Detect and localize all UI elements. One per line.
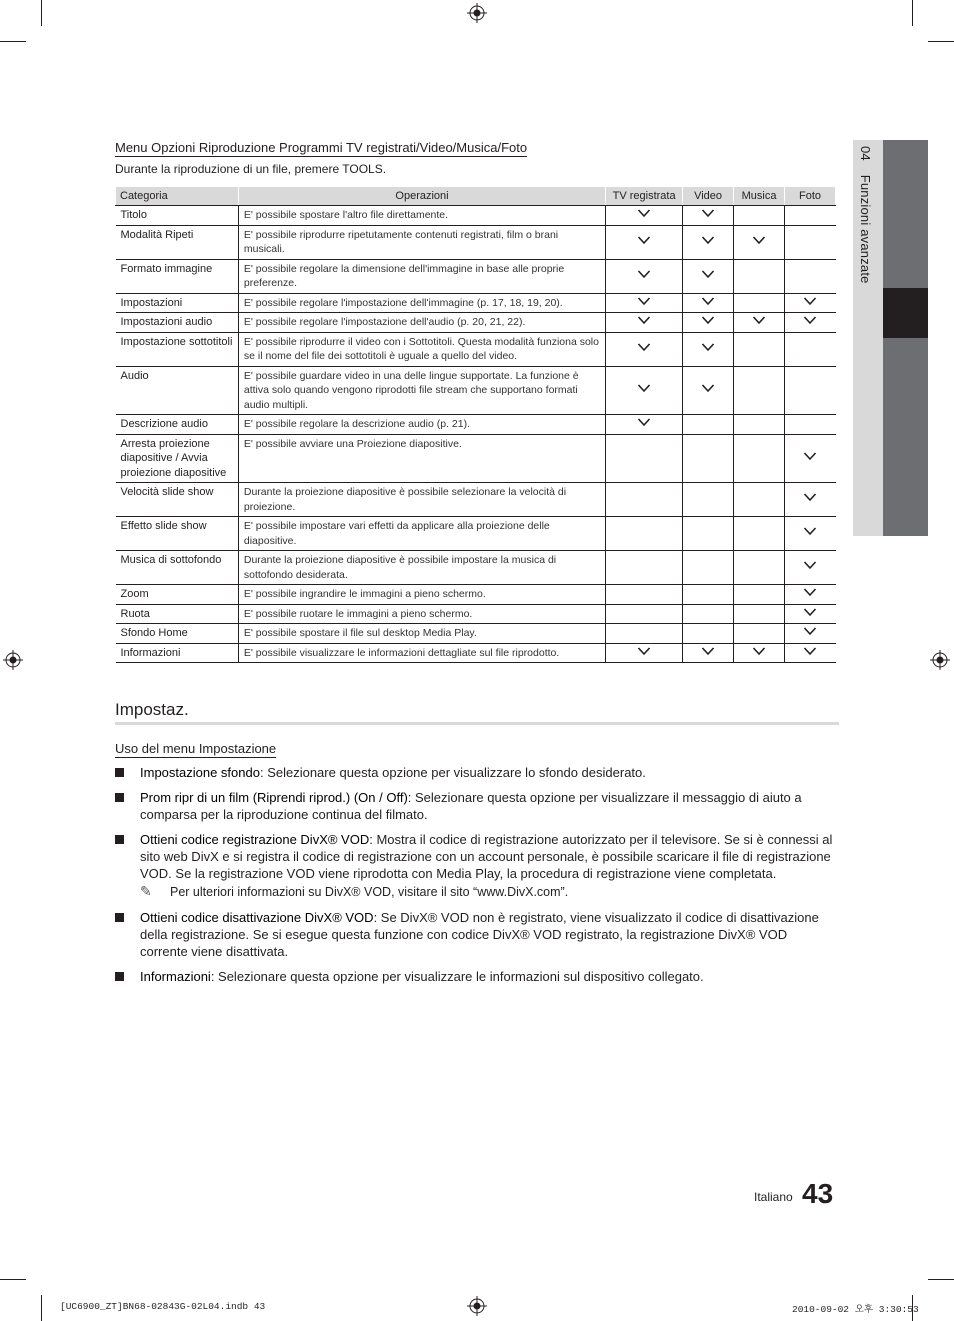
cell-category: Sfondo Home [116,624,239,644]
registration-mark-icon [930,650,950,670]
registration-mark-icon [467,3,487,23]
cell-check [785,332,836,366]
cell-check [683,624,734,644]
intro-text-body: Durante la riproduzione di un file, premere [115,162,343,176]
checkmark-icon [701,236,715,248]
cell-operation: E' possibile riprodurre il video con i Sottotitoli. Questa modalità funziona solo se il nome del file dei sottotitoli è uguale a quello del video. [238,332,605,366]
checkmark-icon [752,316,766,328]
table-row [116,434,836,483]
cell-check [606,643,683,663]
cell-check [734,259,785,293]
checkmark-icon [701,384,715,396]
cell-check [683,313,734,333]
cell-check [606,517,683,551]
cell-check [683,517,734,551]
cell-check [683,643,734,663]
cell-category: Informazioni [116,643,239,663]
chapter-title: Funzioni avanzate [858,174,873,284]
table-row [116,517,836,551]
page-number: 43 [802,1178,834,1209]
cell-check [683,415,734,435]
checkmark-icon [637,343,651,355]
header-video: Video [683,187,734,206]
print-slug-file: [UC6900_ZT]BN68-02843G-02L04.indb 43 [60,1301,266,1312]
cell-check [734,206,785,226]
table-row [116,332,836,366]
cell-check [785,604,836,624]
cell-operation: E' possibile ingrandire le immagini a pieno schermo. [238,585,605,605]
list-item [115,789,835,823]
cell-category: Zoom [116,585,239,605]
checkmark-icon [803,527,817,539]
cell-operation: E' possibile spostare il file sul desktop Media Play. [238,624,605,644]
cell-check [683,604,734,624]
cell-operation: E' possibile spostare l'altro file direttamente. [238,206,605,226]
bullet-square-icon [115,835,124,844]
cell-check [785,434,836,483]
cell-check [734,434,785,483]
cell-check [606,551,683,585]
cell-check [606,206,683,226]
cell-check [734,313,785,333]
cell-operation: E' possibile guardare video in una delle lingue supportate. La funzione è attiva solo quando vengono riprodotti file stream che supportano formati audio multipli. [238,366,605,415]
checkmark-icon [701,316,715,328]
bullet-square-icon [115,768,124,777]
cell-check [683,293,734,313]
cell-category: Arresta proiezione diapositive / Avvia proiezione diapositive [116,434,239,483]
cell-check [785,517,836,551]
table-row [116,624,836,644]
list-item [115,831,835,901]
cell-operation: E' possibile avviare una Proiezione diapositive. [238,434,605,483]
checkmark-icon [803,647,817,659]
cell-category: Impostazione sottotitoli [116,332,239,366]
checkmark-icon [803,561,817,573]
item-term: Prom ripr di un film (Riprendi riprod.) (On / Off) [140,790,408,805]
cell-check [734,332,785,366]
checkmark-icon [637,209,651,221]
checkmark-icon [637,384,651,396]
item-text: : Se DivX® VOD non è registrato, viene visualizzato il codice di disattivazione della registrazione. Se si esegue questa funzione con codice DivX® VOD registrato, la registrazione DivX® VOD corrente viene disattivata. [140,910,819,959]
item-term: Impostazione sfondo [140,765,260,780]
cell-check [734,483,785,517]
print-slug-date: 2010-09-02 오후 3:30:53 [792,1304,919,1315]
cell-operation: Durante la proiezione diapositive è possibile impostare la musica di sottofondo desiderata. [238,551,605,585]
impostaz-title: Impostaz. [115,700,189,719]
cell-operation: E' possibile visualizzare le informazioni dettagliate sul file riprodotto. [238,643,605,663]
crop-mark [928,41,954,42]
title-rule [115,722,839,725]
side-tab-band [883,338,928,536]
header-categoria: Categoria [116,187,239,206]
intro-text-end: . [382,162,387,176]
checkmark-icon [637,236,651,248]
checkmark-icon [637,647,651,659]
checkmark-icon [752,236,766,248]
cell-check [734,551,785,585]
table-row [116,366,836,415]
cell-check [734,517,785,551]
table-row [116,551,836,585]
checkmark-icon [803,452,817,464]
side-tab-band [883,140,928,288]
cell-check [606,313,683,333]
footer-language: Italiano [754,1190,793,1204]
item-term: Ottieni codice registrazione DivX® VOD [140,832,370,847]
checkmark-icon [803,297,817,309]
table-row [116,604,836,624]
cell-check [785,551,836,585]
cell-check [606,225,683,259]
cell-check [606,434,683,483]
crop-mark [912,0,913,26]
impostaz-subtitle: Uso del menu Impostazione [115,741,277,756]
cell-check [683,332,734,366]
cell-category: Descrizione audio [116,415,239,435]
cell-operation: E' possibile riprodurre ripetutamente contenuti registrati, film o brani musicali. [238,225,605,259]
cell-check [785,483,836,517]
cell-check [606,293,683,313]
cell-category: Velocità slide show [116,483,239,517]
checkmark-icon [637,297,651,309]
cell-check [785,225,836,259]
checkmark-icon [752,647,766,659]
cell-category: Musica di sottofondo [116,551,239,585]
cell-check [683,206,734,226]
cell-category: Impostazioni [116,293,239,313]
cell-check [606,366,683,415]
checkmark-icon [803,627,817,639]
checkmark-icon [701,297,715,309]
cell-check [606,585,683,605]
crop-mark [0,1279,26,1280]
cell-check [785,293,836,313]
side-tab-marker [883,288,928,338]
checkmark-icon [803,316,817,328]
checkmark-icon [803,608,817,620]
cell-operation: Durante la proiezione diapositive è possibile selezionare la velocità di proiezione. [238,483,605,517]
cell-operation: E' possibile regolare l'impostazione dell'immagine (p. 17, 18, 19, 20). [238,293,605,313]
checkmark-icon [701,270,715,282]
cell-category: Titolo [116,206,239,226]
item-term: Ottieni codice disattivazione DivX® VOD [140,910,374,925]
cell-operation: E' possibile ruotare le immagini a pieno schermo. [238,604,605,624]
header-musica: Musica [734,187,785,206]
table-row [116,293,836,313]
table-row [116,643,836,663]
cell-operation: E' possibile impostare vari effetti da applicare alla proiezione delle diapositive. [238,517,605,551]
checkmark-icon [637,270,651,282]
cell-check [683,225,734,259]
cell-check [785,624,836,644]
cell-check [785,366,836,415]
note-text: Per ulteriori informazioni su DivX® VOD, visitare il sito “www.DivX.com”. [170,885,569,899]
cell-check [734,415,785,435]
side-tab-label [858,146,873,284]
table-row [116,313,836,333]
bullet-square-icon [115,913,124,922]
cell-check [734,604,785,624]
table-body [116,206,836,663]
cell-check [785,313,836,333]
cell-operation: E' possibile regolare la descrizione audio (p. 21). [238,415,605,435]
cell-check [683,585,734,605]
cell-check [683,366,734,415]
list-item [115,909,835,960]
cell-category: Audio [116,366,239,415]
crop-mark [0,41,26,42]
table-row [116,415,836,435]
cell-check [734,624,785,644]
cell-check [683,551,734,585]
cell-category: Effetto slide show [116,517,239,551]
table-header-row [116,187,836,206]
table-row [116,585,836,605]
section-title: Menu Opzioni Riproduzione Programmi TV registrati/Video/Musica/Foto [115,140,528,155]
bullet-square-icon [115,793,124,802]
checkmark-icon [701,343,715,355]
item-text: : Mostra il codice di registrazione autorizzato per il televisore. Se si è connessi al sito web DivX e si registra il codice di registrazione con un account personale, è possibile scaricare il file di registrazione VOD. Se la registrazione VOD viene riprodotta con Media Play, la procedura di registrazione viene completata. [140,832,833,881]
item-text: : Selezionare questa opzione per visualizzare il messaggio di aiuto a comparsa per la riproduzione continua del filmato. [140,790,802,822]
cell-check [785,206,836,226]
checkmark-icon [637,316,651,328]
cell-check [785,585,836,605]
intro-text [115,162,386,176]
cell-check [734,225,785,259]
chapter-number: 04 [858,146,873,161]
registration-mark-icon [467,1296,487,1316]
note [140,884,835,901]
cell-check [785,643,836,663]
cell-category: Impostazioni audio [116,313,239,333]
item-text: : Selezionare questa opzione per visualizzare le informazioni sul dispositivo collegato. [210,969,704,984]
header-operazioni: Operazioni [238,187,605,206]
table-row [116,483,836,517]
checkmark-icon [701,209,715,221]
cell-check [683,259,734,293]
checkmark-icon [701,647,715,659]
bullet-square-icon [115,972,124,981]
cell-check [606,332,683,366]
cell-check [683,434,734,483]
crop-mark [41,1295,42,1321]
item-text: : Selezionare questa opzione per visualizzare lo sfondo desiderato. [259,765,646,780]
checkmark-icon [803,493,817,505]
note-pencil-icon: ✎ [140,883,152,899]
list-item [115,764,835,781]
cell-check [606,259,683,293]
cell-operation: E' possibile regolare la dimensione dell'immagine in base alle proprie preferenze. [238,259,605,293]
table-row [116,225,836,259]
cell-check [734,293,785,313]
list-item [115,968,835,985]
cell-category: Formato immagine [116,259,239,293]
crop-mark [41,0,42,26]
cell-category: Ruota [116,604,239,624]
header-tv-registrata: TV registrata [606,187,683,206]
header-foto: Foto [785,187,836,206]
cell-check [606,415,683,435]
cell-check [683,483,734,517]
cell-category: Modalità Ripeti [116,225,239,259]
table-row [116,259,836,293]
crop-mark [928,1279,954,1280]
cell-check [606,624,683,644]
item-term: Informazioni [140,969,211,984]
cell-check [734,366,785,415]
cell-check [785,259,836,293]
cell-operation: E' possibile regolare l'impostazione dell'audio (p. 20, 21, 22). [238,313,605,333]
cell-check [734,643,785,663]
cell-check [734,585,785,605]
checkmark-icon [803,588,817,600]
checkmark-icon [637,418,651,430]
tools-keyword: TOOLS [342,162,383,176]
settings-list [115,764,835,993]
cell-check [785,415,836,435]
registration-mark-icon [3,650,23,670]
cell-check [606,604,683,624]
table-row [116,206,836,226]
options-table [115,186,836,663]
cell-check [606,483,683,517]
